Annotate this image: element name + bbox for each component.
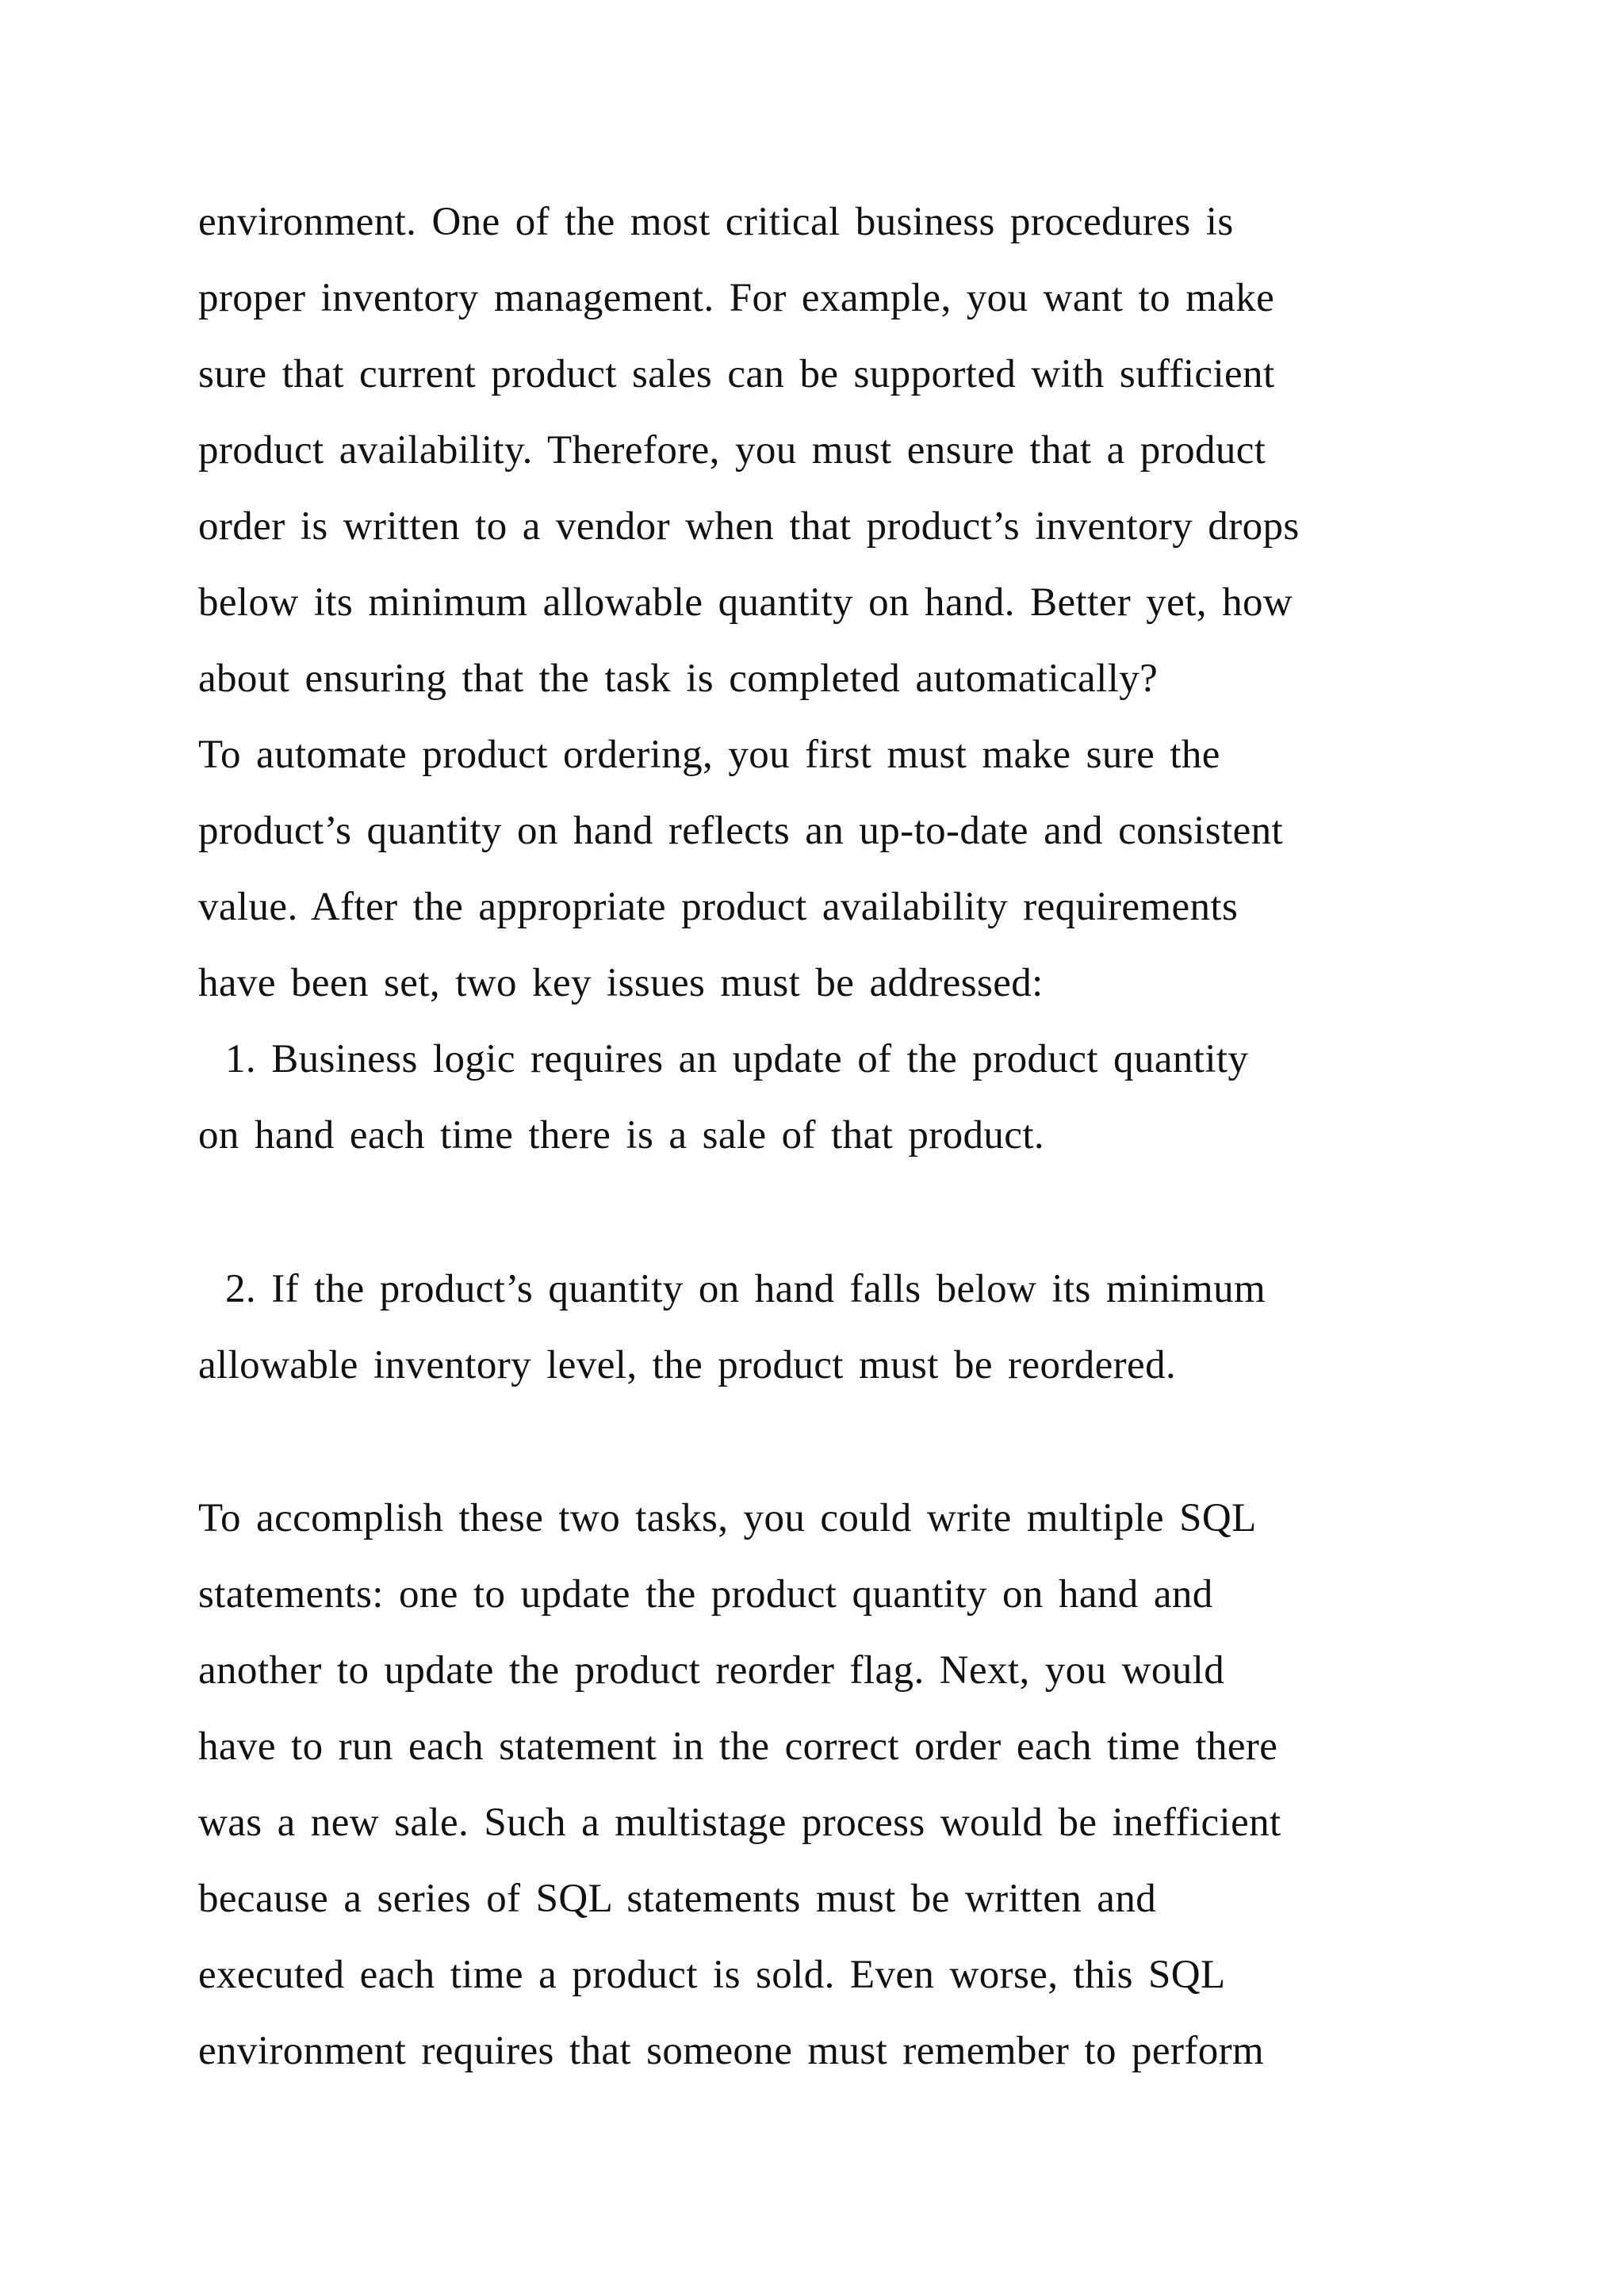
text-line: product availability. Therefore, you must ensure that a product bbox=[198, 428, 1266, 473]
text-line: have been set, two key issues must be addressed: bbox=[198, 961, 1044, 1005]
text-line: product’s quantity on hand reflects an up-to-date and consistent bbox=[198, 809, 1284, 853]
text-line: environment requires that someone must remember to perform bbox=[198, 2029, 1265, 2073]
text-line: To accomplish these two tasks, you could write multiple SQL bbox=[198, 1496, 1257, 1540]
list-item-2: 2. If the product’s quantity on hand falls below its minimum bbox=[225, 1267, 1266, 1311]
text-line: was a new sale. Such a multistage process would be inefficient bbox=[198, 1800, 1281, 1845]
text-line: sure that current product sales can be supported with sufficient bbox=[198, 352, 1275, 396]
text-line: below its minimum allowable quantity on hand. Better yet, how bbox=[198, 580, 1293, 625]
text-line: another to update the product reorder flag. Next, you would bbox=[198, 1648, 1225, 1693]
text-line: have to run each statement in the correct order each time there bbox=[198, 1724, 1278, 1769]
text-line: about ensuring that the task is completed automatically? bbox=[198, 656, 1159, 701]
text-line: executed each time a product is sold. Even worse, this SQL bbox=[198, 1953, 1226, 1997]
text-line: on hand each time there is a sale of that product. bbox=[198, 1113, 1045, 1158]
text-line: statements: one to update the product quantity on hand and bbox=[198, 1572, 1213, 1617]
list-item-1: 1. Business logic requires an update of the product quantity bbox=[225, 1037, 1249, 1081]
text-line: value. After the appropriate product availability requirements bbox=[198, 885, 1239, 929]
text-line: allowable inventory level, the product must be reordered. bbox=[198, 1343, 1177, 1387]
text-line: order is written to a vendor when that product’s inventory drops bbox=[198, 504, 1300, 549]
text-line: To automate product ordering, you first must make sure the bbox=[198, 733, 1220, 777]
text-line: environment. One of the most critical business procedures is bbox=[198, 200, 1234, 244]
text-line: proper inventory management. For example, you want to make bbox=[198, 276, 1275, 320]
text-line: because a series of SQL statements must be written and bbox=[198, 1877, 1157, 1921]
